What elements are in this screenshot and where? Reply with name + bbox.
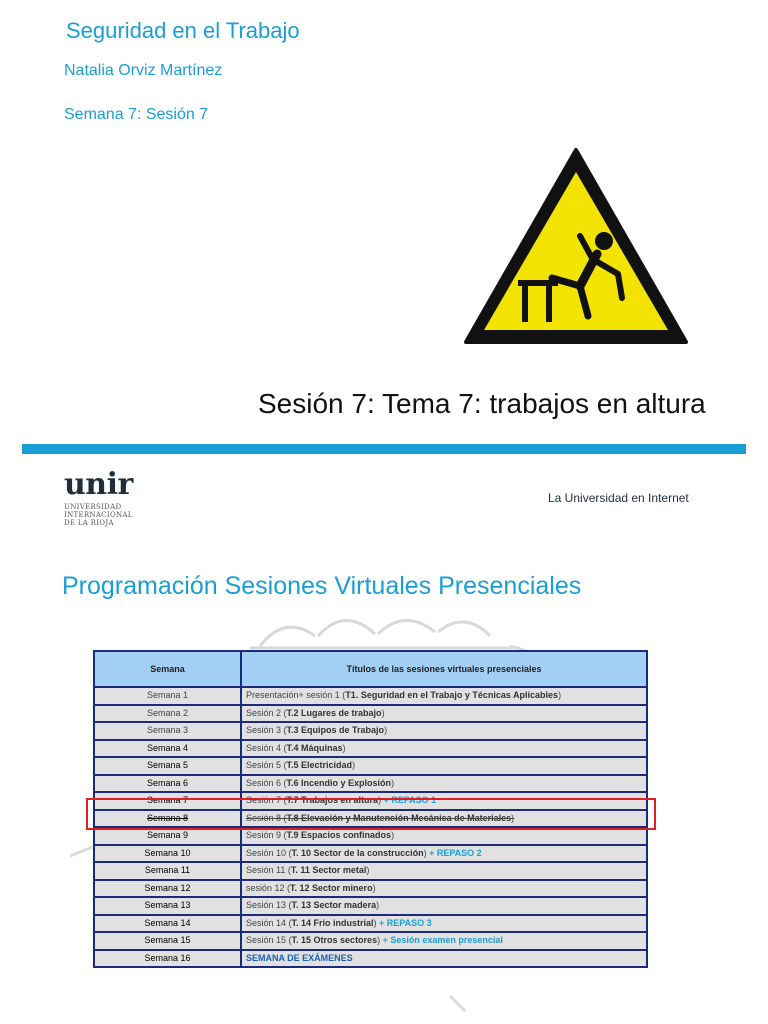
session-topic: T. 15 Otros sectores [291,935,378,945]
logo-sub-line-1: UNIVERSIDAD [64,503,122,511]
session-topic: T.8 Elevación y Manutención Mecánica de Materiales [286,812,512,823]
session-extra-label: + REPASO 2 [426,847,482,858]
table-row [94,862,647,880]
session-topic: T.3 Equipos de Trabajo [286,725,385,735]
session-suffix: ) [377,935,381,945]
session-prefix: Presentación+ sesión 1 ( [246,690,346,700]
table-row [94,705,647,723]
session-prefix: Sesión 15 ( [246,935,292,945]
column-header-titulos: Títulos de las sesiones virtuales presenciales [241,651,647,687]
session-topic: T. 12 Sector minero [290,882,373,893]
week-cell: Semana 13 [94,897,241,915]
session-title-cell [241,897,647,915]
session-title-cell [241,915,647,933]
week-cell: Semana 15 [94,932,241,950]
session-title-cell [241,932,647,950]
session-suffix: ) [391,777,395,788]
session-suffix: ) [511,812,515,823]
session-prefix: Sesión 5 ( [246,760,287,770]
table-row [94,722,647,740]
divider-bar [22,444,746,454]
session-suffix: ) [342,742,346,753]
session-heading: Sesión 7: Tema 7: trabajos en altura [258,388,706,419]
table-row [94,950,647,968]
session-label: Semana 7: Sesión 7 [64,106,209,123]
week-cell: Semana 7 [94,792,241,810]
session-suffix: ) [384,725,388,735]
session-title-cell [241,722,647,740]
logo-sub [64,503,174,527]
logo-sub-line-2: INTERNACIONAL [64,511,133,519]
week-cell: Semana 8 [94,810,241,828]
week-cell: Semana 2 [94,705,241,723]
author-name: Natalia Orviz Martínez [64,62,223,79]
fall-hazard-warning-icon [462,146,690,348]
table-row [94,880,647,898]
week-cell: Semana 10 [94,845,241,863]
unir-logo [64,467,174,536]
session-topic: T.6 Incendio y Explosión [286,777,392,788]
session-prefix: Sesión 8 ( [246,812,287,823]
week-cell: Semana 3 [94,722,241,740]
session-title-cell [241,740,647,758]
table-row [94,932,647,950]
session-topic: T.9 Espacios confinados [286,830,392,840]
session-prefix: Sesión 9 ( [246,830,287,840]
session-title-cell [241,845,647,863]
table-row [94,915,647,933]
session-prefix: Sesión 3 ( [246,725,287,735]
session-prefix: Sesión 11 ( [246,865,291,875]
session-suffix: ) [378,795,382,805]
table-row [94,687,647,705]
exam-week-label: SEMANA DE EXÁMENES [246,952,353,963]
week-cell: Semana 12 [94,880,241,898]
session-topic: T. 13 Sector madera [291,900,377,910]
session-suffix: ) [381,707,385,718]
semana-7-highlight-box [86,798,656,830]
logo-word: unir [64,467,133,502]
session-suffix: ) [352,760,356,770]
session-suffix: ) [376,900,380,910]
table-row [94,897,647,915]
session-topic: T. 14 Frío industrial [291,917,374,928]
column-header-semana: Semana [94,651,241,687]
session-title-cell [241,880,647,898]
table-row [94,775,647,793]
week-cell: Semana 1 [94,687,241,705]
session-prefix: Sesión 13 ( [246,900,292,910]
session-prefix: Sesión 7 ( [246,795,287,805]
session-prefix: Sesión 2 ( [246,707,287,718]
session-suffix: ) [391,830,395,840]
table-header-row [94,651,647,687]
session-prefix: Sesión 4 ( [246,742,287,753]
session-topic: T1. Seguridad en el Trabajo y Técnicas Aplicables [345,690,559,700]
week-cell: Semana 16 [94,950,241,968]
session-title-cell [241,862,647,880]
week-cell: Semana 14 [94,915,241,933]
session-title-cell [241,687,647,705]
session-extra-label: + Sesión examen presencial [380,935,503,945]
session-topic: T. 11 Sector metal [290,865,367,875]
week-cell: Semana 4 [94,740,241,758]
session-prefix: Sesión 14 ( [246,917,292,928]
table-row [94,740,647,758]
session-title-cell [241,757,647,775]
session-suffix: ) [366,865,370,875]
session-prefix: Sesión 6 ( [246,777,287,788]
session-suffix: ) [373,917,377,928]
session-topic: T.5 Electricidad [286,760,353,770]
session-title-cell [241,775,647,793]
week-cell: Semana 9 [94,827,241,845]
session-prefix: Sesión 10 ( [246,847,292,858]
table-row [94,845,647,863]
table-row [94,757,647,775]
session-title-cell [241,705,647,723]
session-topic: T. 10 Sector de la construcción [291,847,424,858]
slide-title: Seguridad en el Trabajo [66,18,300,43]
session-topic: T.4 Máquinas [286,742,343,753]
session-title-cell [241,950,647,968]
week-cell: Semana 11 [94,862,241,880]
week-cell: Semana 5 [94,757,241,775]
session-extra-label: + REPASO 1 [381,795,437,805]
tagline: La Universidad en Internet [548,491,689,505]
session-topic: T.7 Trabajos en altura [286,795,379,805]
session-suffix: ) [558,690,562,700]
session-suffix: ) [372,882,376,893]
week-cell: Semana 6 [94,775,241,793]
session-suffix: ) [423,847,427,858]
section-heading: Programación Sesiones Virtuales Presenciales [62,572,582,600]
session-topic: T.2 Lugares de trabajo [286,707,382,718]
session-prefix: sesión 12 ( [246,882,291,893]
session-extra-label: + REPASO 3 [376,917,432,928]
logo-sub-line-3: DE LA RIOJA [64,519,114,527]
